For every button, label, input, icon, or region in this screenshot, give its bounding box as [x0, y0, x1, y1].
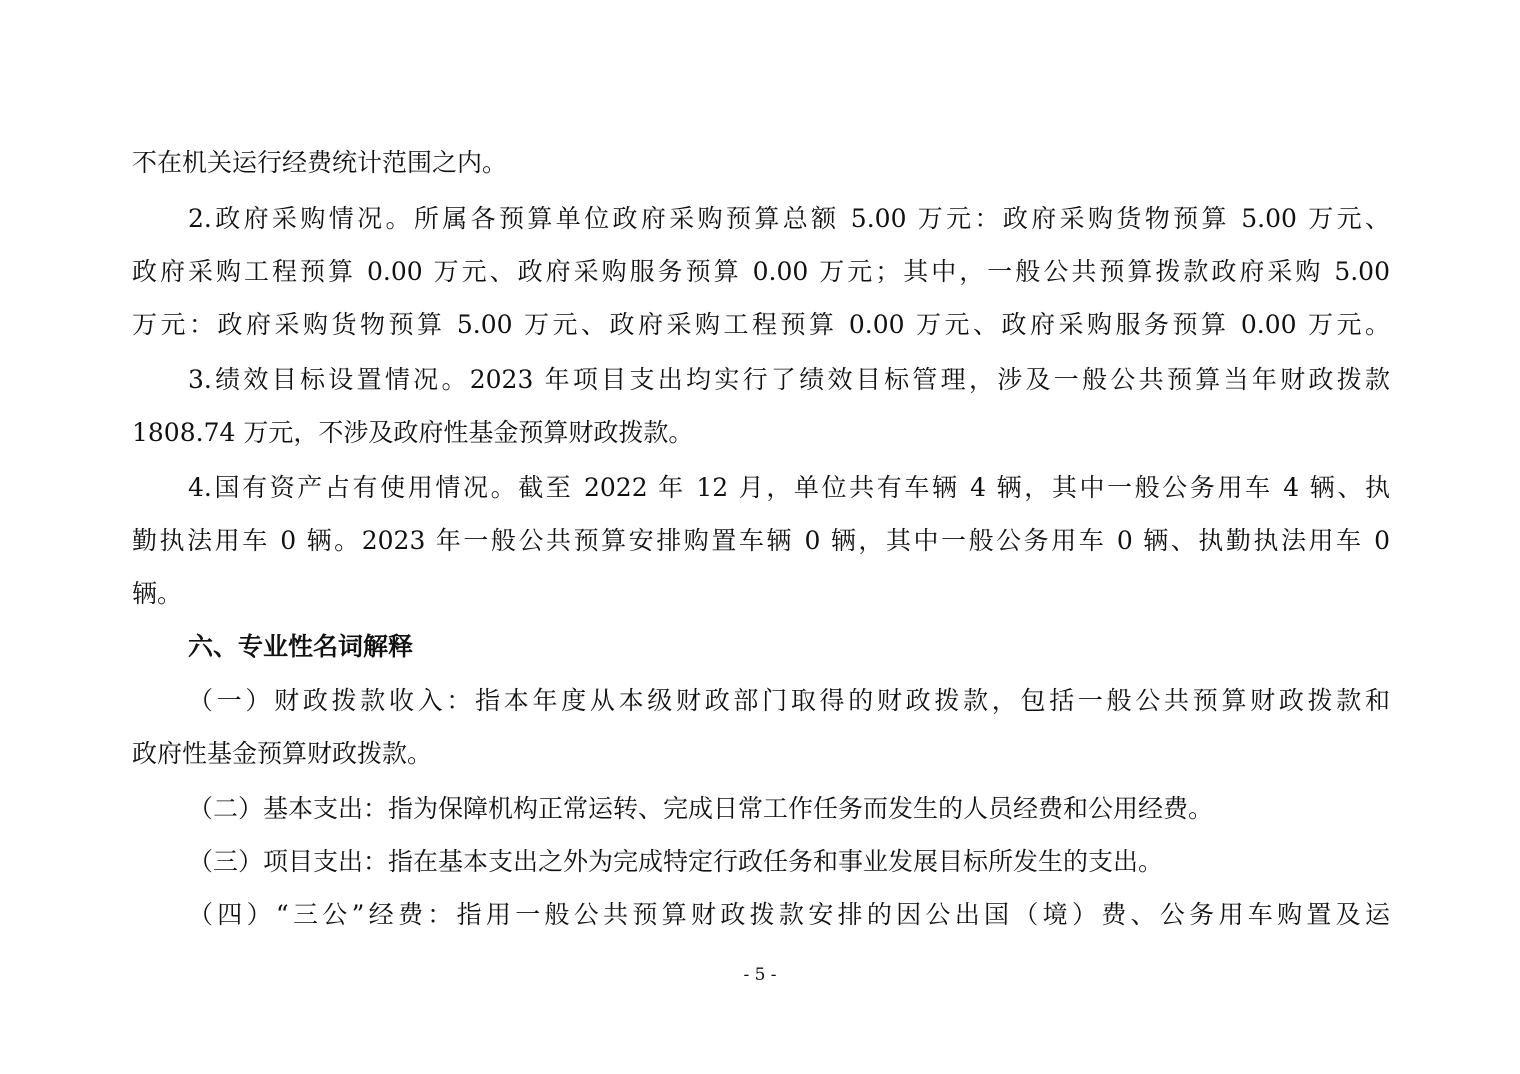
page-number: - 5 - [743, 965, 777, 985]
paragraph-line: 不在机关运行经费统计范围之内。 [132, 148, 508, 177]
paragraph-line: 勤执法用车 0 辆。2023 年一般公共预算安排购置车辆 0 辆，其中一般公务用车 0 辆、执勤执法用车 0 [132, 526, 1390, 555]
paragraph-line: 政府性基金预算财政拨款。 [132, 739, 433, 768]
paragraph-line: （四）“三公”经费：指用一般公共预算财政拨款安排的因公出国（境）费、公务用车购置及运 [188, 900, 1390, 929]
paragraph-line: （三）项目支出：指在基本支出之外为完成特定行政任务和事业发展目标所发生的支出。 [188, 847, 1164, 876]
paragraph-line: 万元：政府采购货物预算 5.00 万元、政府采购工程预算 0.00 万元、政府采购服务预算 0.00 万元。 [132, 310, 1390, 339]
paragraph-line: 2.政府采购情况。所属各预算单位政府采购预算总额 5.00 万元：政府采购货物预算 5.00 万元、 [188, 204, 1390, 233]
paragraph-line: 3.绩效目标设置情况。2023 年项目支出均实行了绩效目标管理，涉及一般公共预算当年财政拨款 [188, 365, 1390, 394]
paragraph-line: 政府采购工程预算 0.00 万元、政府采购服务预算 0.00 万元；其中，一般公共预算拨款政府采购 5.00 [132, 257, 1390, 286]
section-heading: 六、专业性名词解释 [188, 632, 414, 661]
paragraph-line: 4.国有资产占有使用情况。截至 2022 年 12 月，单位共有车辆 4 辆，其中一般公务用车 4 辆、执 [188, 473, 1390, 502]
paragraph-line: 1808.74 万元，不涉及政府性基金预算财政拨款。 [132, 418, 694, 447]
paragraph-line: （一）财政拨款收入：指本年度从本级财政部门取得的财政拨款，包括一般公共预算财政拨款和 [188, 686, 1390, 715]
paragraph-line: （二）基本支出：指为保障机构正常运转、完成日常工作任务而发生的人员经费和公用经费。 [188, 794, 1214, 823]
paragraph-line: 辆。 [132, 579, 183, 608]
